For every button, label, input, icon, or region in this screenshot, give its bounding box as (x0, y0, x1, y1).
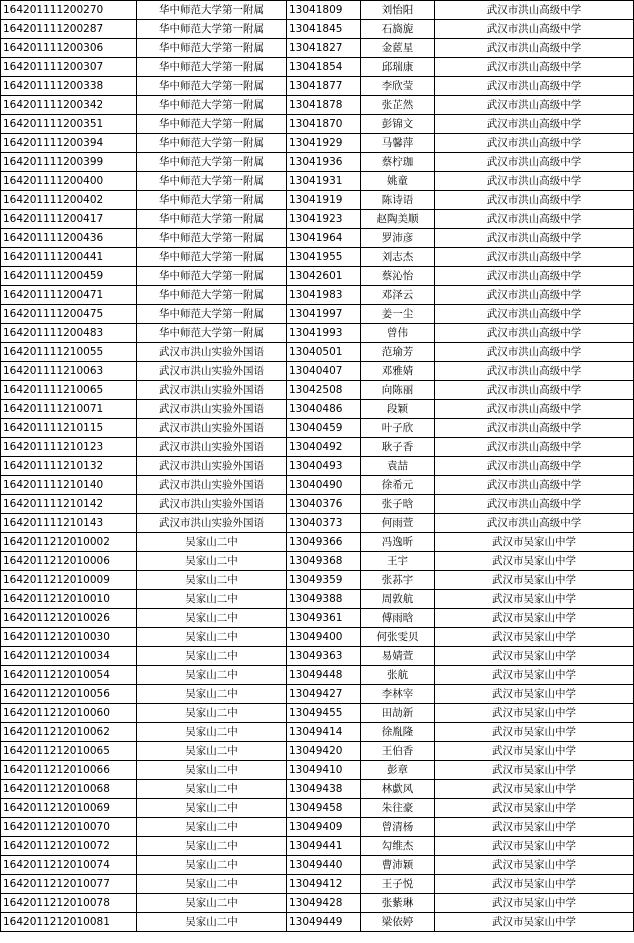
junior-school-cell: 华中师范大学第一附属 (137, 96, 287, 115)
admitted-school-cell: 武汉市吴家山中学 (435, 704, 634, 723)
student-name-cell: 梁依婷 (361, 913, 435, 932)
junior-school-cell: 华中师范大学第一附属 (137, 153, 287, 172)
exam-number-cell: 13049359 (287, 571, 361, 590)
junior-school-cell: 吴家山二中 (137, 533, 287, 552)
student-name-cell: 赵陶美顺 (361, 210, 435, 229)
junior-school-cell: 华中师范大学第一附属 (137, 248, 287, 267)
admitted-school-cell: 武汉市吴家山中学 (435, 837, 634, 856)
table-row (1, 894, 634, 913)
registration-id-cell: 164201111200270 (1, 1, 137, 20)
table-row (1, 723, 634, 742)
table-row (1, 305, 634, 324)
junior-school-cell: 华中师范大学第一附属 (137, 115, 287, 134)
registration-id-cell: 164201111200394 (1, 134, 137, 153)
junior-school-cell: 吴家山二中 (137, 856, 287, 875)
registration-id-cell: 1642011212010010 (1, 590, 137, 609)
student-name-cell: 马馨萍 (361, 134, 435, 153)
exam-number-cell: 13041955 (287, 248, 361, 267)
table-row (1, 229, 634, 248)
registration-id-cell: 164201111210071 (1, 400, 137, 419)
registration-id-cell: 1642011212010054 (1, 666, 137, 685)
junior-school-cell: 华中师范大学第一附属 (137, 286, 287, 305)
student-name-cell: 林歔风 (361, 780, 435, 799)
admitted-school-cell: 武汉市吴家山中学 (435, 571, 634, 590)
student-name-cell: 耿子香 (361, 438, 435, 457)
table-row (1, 210, 634, 229)
exam-number-cell: 13049412 (287, 875, 361, 894)
junior-school-cell: 吴家山二中 (137, 552, 287, 571)
junior-school-cell: 华中师范大学第一附属 (137, 324, 287, 343)
admitted-school-cell: 武汉市洪山高级中学 (435, 514, 634, 533)
junior-school-cell: 华中师范大学第一附属 (137, 191, 287, 210)
table-row (1, 685, 634, 704)
registration-id-cell: 1642011212010066 (1, 761, 137, 780)
admitted-school-cell: 武汉市洪山高级中学 (435, 419, 634, 438)
registration-id-cell: 164201111200287 (1, 20, 137, 39)
admitted-school-cell: 武汉市洪山高级中学 (435, 324, 634, 343)
table-row (1, 438, 634, 457)
student-name-cell: 李欣莹 (361, 77, 435, 96)
junior-school-cell: 吴家山二中 (137, 799, 287, 818)
junior-school-cell: 吴家山二中 (137, 837, 287, 856)
table-row (1, 628, 634, 647)
table-row (1, 875, 634, 894)
table-row (1, 761, 634, 780)
registration-id-cell: 164201111200441 (1, 248, 137, 267)
table-row (1, 362, 634, 381)
junior-school-cell: 华中师范大学第一附属 (137, 267, 287, 286)
registration-id-cell: 164201111200306 (1, 39, 137, 58)
exam-number-cell: 13041827 (287, 39, 361, 58)
admitted-school-cell: 武汉市吴家山中学 (435, 533, 634, 552)
junior-school-cell: 吴家山二中 (137, 875, 287, 894)
table-row (1, 400, 634, 419)
table-row (1, 647, 634, 666)
registration-id-cell: 1642011212010069 (1, 799, 137, 818)
junior-school-cell: 华中师范大学第一附属 (137, 305, 287, 324)
student-name-cell: 徐希元 (361, 476, 435, 495)
junior-school-cell: 吴家山二中 (137, 647, 287, 666)
registration-id-cell: 1642011212010077 (1, 875, 137, 894)
exam-number-cell: 13040376 (287, 495, 361, 514)
admitted-school-cell: 武汉市洪山高级中学 (435, 476, 634, 495)
admitted-school-cell: 武汉市吴家山中学 (435, 609, 634, 628)
registration-id-cell: 1642011212010068 (1, 780, 137, 799)
registration-id-cell: 164201111210123 (1, 438, 137, 457)
exam-number-cell: 13041877 (287, 77, 361, 96)
admitted-school-cell: 武汉市洪山高级中学 (435, 248, 634, 267)
student-name-cell: 李林宰 (361, 685, 435, 704)
student-name-cell: 王宇 (361, 552, 435, 571)
exam-number-cell: 13049455 (287, 704, 361, 723)
exam-number-cell: 13040493 (287, 457, 361, 476)
registration-id-cell: 164201111200351 (1, 115, 137, 134)
exam-number-cell: 13041845 (287, 20, 361, 39)
exam-number-cell: 13049458 (287, 799, 361, 818)
admitted-school-cell: 武汉市吴家山中学 (435, 780, 634, 799)
student-name-cell: 张芷然 (361, 96, 435, 115)
exam-number-cell: 13041931 (287, 172, 361, 191)
registration-id-cell: 164201111210132 (1, 457, 137, 476)
admitted-school-cell: 武汉市洪山高级中学 (435, 400, 634, 419)
student-name-cell: 刘志杰 (361, 248, 435, 267)
junior-school-cell: 武汉市洪山实验外国语 (137, 476, 287, 495)
junior-school-cell: 吴家山二中 (137, 704, 287, 723)
exam-number-cell: 13040373 (287, 514, 361, 533)
table-row (1, 818, 634, 837)
exam-number-cell: 13049414 (287, 723, 361, 742)
table-row (1, 248, 634, 267)
student-name-cell: 邓泽云 (361, 286, 435, 305)
admitted-school-cell: 武汉市吴家山中学 (435, 552, 634, 571)
table-row (1, 742, 634, 761)
registration-id-cell: 164201111210140 (1, 476, 137, 495)
table-row (1, 590, 634, 609)
table-row (1, 381, 634, 400)
student-name-cell: 张紫琳 (361, 894, 435, 913)
junior-school-cell: 武汉市洪山实验外国语 (137, 514, 287, 533)
admitted-school-cell: 武汉市洪山高级中学 (435, 381, 634, 400)
exam-number-cell: 13049428 (287, 894, 361, 913)
student-name-cell: 徐胤隆 (361, 723, 435, 742)
student-name-cell: 金茝星 (361, 39, 435, 58)
exam-number-cell: 13049361 (287, 609, 361, 628)
junior-school-cell: 武汉市洪山实验外国语 (137, 381, 287, 400)
junior-school-cell: 吴家山二中 (137, 685, 287, 704)
registration-id-cell: 1642011212010062 (1, 723, 137, 742)
exam-number-cell: 13049441 (287, 837, 361, 856)
admitted-school-cell: 武汉市洪山高级中学 (435, 153, 634, 172)
exam-number-cell: 13042508 (287, 381, 361, 400)
admitted-school-cell: 武汉市吴家山中学 (435, 875, 634, 894)
registration-id-cell: 164201111200471 (1, 286, 137, 305)
admitted-school-cell: 武汉市吴家山中学 (435, 723, 634, 742)
student-name-cell: 何张雯贝 (361, 628, 435, 647)
registration-id-cell: 164201111210063 (1, 362, 137, 381)
junior-school-cell: 吴家山二中 (137, 894, 287, 913)
exam-number-cell: 13040486 (287, 400, 361, 419)
table-row (1, 1, 634, 20)
admitted-school-cell: 武汉市洪山高级中学 (435, 362, 634, 381)
junior-school-cell: 华中师范大学第一附属 (137, 210, 287, 229)
junior-school-cell: 武汉市洪山实验外国语 (137, 362, 287, 381)
exam-number-cell: 13041993 (287, 324, 361, 343)
registration-id-cell: 164201111200399 (1, 153, 137, 172)
registration-id-cell: 1642011212010006 (1, 552, 137, 571)
admitted-school-cell: 武汉市洪山高级中学 (435, 134, 634, 153)
admitted-school-cell: 武汉市吴家山中学 (435, 856, 634, 875)
registration-id-cell: 164201111210115 (1, 419, 137, 438)
table-row (1, 419, 634, 438)
junior-school-cell: 武汉市洪山实验外国语 (137, 419, 287, 438)
table-row (1, 191, 634, 210)
junior-school-cell: 吴家山二中 (137, 818, 287, 837)
exam-number-cell: 13041936 (287, 153, 361, 172)
table-row (1, 780, 634, 799)
junior-school-cell: 华中师范大学第一附属 (137, 134, 287, 153)
student-name-cell: 袁喆 (361, 457, 435, 476)
table-row (1, 799, 634, 818)
registration-id-cell: 1642011212010002 (1, 533, 137, 552)
registration-id-cell: 1642011212010030 (1, 628, 137, 647)
table-row (1, 20, 634, 39)
admitted-school-cell: 武汉市洪山高级中学 (435, 305, 634, 324)
student-name-cell: 朱往豪 (361, 799, 435, 818)
table-row (1, 514, 634, 533)
table-row (1, 913, 634, 932)
junior-school-cell: 吴家山二中 (137, 723, 287, 742)
registration-id-cell: 1642011212010060 (1, 704, 137, 723)
exam-number-cell: 13049448 (287, 666, 361, 685)
registration-id-cell: 164201111210055 (1, 343, 137, 362)
admitted-school-cell: 武汉市洪山高级中学 (435, 210, 634, 229)
table-row (1, 77, 634, 96)
student-name-cell: 罗沛彦 (361, 229, 435, 248)
student-name-cell: 石旖旎 (361, 20, 435, 39)
registration-id-cell: 164201111200307 (1, 58, 137, 77)
student-name-cell: 刘怡阳 (361, 1, 435, 20)
table-row (1, 267, 634, 286)
junior-school-cell: 吴家山二中 (137, 913, 287, 932)
exam-number-cell: 13049388 (287, 590, 361, 609)
student-name-cell: 曾清杨 (361, 818, 435, 837)
exam-number-cell: 13049427 (287, 685, 361, 704)
table-row (1, 58, 634, 77)
admitted-school-cell: 武汉市洪山高级中学 (435, 39, 634, 58)
student-name-cell: 陈诗语 (361, 191, 435, 210)
admitted-school-cell: 武汉市洪山高级中学 (435, 115, 634, 134)
admitted-school-cell: 武汉市吴家山中学 (435, 590, 634, 609)
exam-number-cell: 13049420 (287, 742, 361, 761)
admitted-school-cell: 武汉市洪山高级中学 (435, 495, 634, 514)
exam-number-cell: 13041878 (287, 96, 361, 115)
junior-school-cell: 华中师范大学第一附属 (137, 77, 287, 96)
exam-number-cell: 13041983 (287, 286, 361, 305)
registration-id-cell: 164201111200483 (1, 324, 137, 343)
table-row (1, 571, 634, 590)
admitted-school-cell: 武汉市吴家山中学 (435, 628, 634, 647)
student-name-cell: 张子晗 (361, 495, 435, 514)
registration-id-cell: 1642011212010009 (1, 571, 137, 590)
exam-number-cell: 13049363 (287, 647, 361, 666)
registration-id-cell: 164201111200417 (1, 210, 137, 229)
table-row (1, 666, 634, 685)
exam-number-cell: 13049409 (287, 818, 361, 837)
student-name-cell: 周敦航 (361, 590, 435, 609)
registration-id-cell: 164201111200402 (1, 191, 137, 210)
admitted-school-cell: 武汉市吴家山中学 (435, 761, 634, 780)
table-row (1, 286, 634, 305)
student-name-cell: 范瑜芳 (361, 343, 435, 362)
table-row (1, 39, 634, 58)
junior-school-cell: 吴家山二中 (137, 571, 287, 590)
student-name-cell: 王子悦 (361, 875, 435, 894)
exam-number-cell: 13041997 (287, 305, 361, 324)
junior-school-cell: 华中师范大学第一附属 (137, 172, 287, 191)
table-row (1, 533, 634, 552)
admitted-school-cell: 武汉市洪山高级中学 (435, 191, 634, 210)
student-name-cell: 蔡沁怡 (361, 267, 435, 286)
admitted-school-cell: 武汉市吴家山中学 (435, 685, 634, 704)
registration-id-cell: 1642011212010072 (1, 837, 137, 856)
registration-id-cell: 164201111210065 (1, 381, 137, 400)
admitted-school-cell: 武汉市洪山高级中学 (435, 286, 634, 305)
student-name-cell: 曾伟 (361, 324, 435, 343)
table-row (1, 552, 634, 571)
admitted-school-cell: 武汉市吴家山中学 (435, 647, 634, 666)
registration-id-cell: 1642011212010034 (1, 647, 137, 666)
registration-id-cell: 1642011212010074 (1, 856, 137, 875)
registration-id-cell: 164201111210143 (1, 514, 137, 533)
registration-id-cell: 164201111200338 (1, 77, 137, 96)
student-name-cell: 姜一尘 (361, 305, 435, 324)
table-row (1, 134, 634, 153)
exam-number-cell: 13041964 (287, 229, 361, 248)
admitted-school-cell: 武汉市吴家山中学 (435, 913, 634, 932)
admitted-school-cell: 武汉市吴家山中学 (435, 742, 634, 761)
registration-id-cell: 164201111200436 (1, 229, 137, 248)
junior-school-cell: 武汉市洪山实验外国语 (137, 400, 287, 419)
registration-id-cell: 1642011212010081 (1, 913, 137, 932)
admitted-school-cell: 武汉市洪山高级中学 (435, 457, 634, 476)
admitted-school-cell: 武汉市洪山高级中学 (435, 438, 634, 457)
student-name-cell: 王伯香 (361, 742, 435, 761)
table-row (1, 457, 634, 476)
admitted-school-cell: 武汉市吴家山中学 (435, 666, 634, 685)
table-row (1, 115, 634, 134)
junior-school-cell: 吴家山二中 (137, 609, 287, 628)
junior-school-cell: 华中师范大学第一附属 (137, 39, 287, 58)
student-name-cell: 易婧萱 (361, 647, 435, 666)
exam-number-cell: 13040459 (287, 419, 361, 438)
student-name-cell: 彭锦文 (361, 115, 435, 134)
exam-number-cell: 13041923 (287, 210, 361, 229)
registration-id-cell: 1642011212010026 (1, 609, 137, 628)
student-name-cell: 姚童 (361, 172, 435, 191)
junior-school-cell: 华中师范大学第一附属 (137, 58, 287, 77)
admitted-school-cell: 武汉市吴家山中学 (435, 894, 634, 913)
registration-id-cell: 164201111210142 (1, 495, 137, 514)
admitted-school-cell: 武汉市洪山高级中学 (435, 96, 634, 115)
exam-number-cell: 13049400 (287, 628, 361, 647)
exam-number-cell: 13042601 (287, 267, 361, 286)
junior-school-cell: 华中师范大学第一附属 (137, 1, 287, 20)
admitted-school-cell: 武汉市洪山高级中学 (435, 172, 634, 191)
table-row (1, 609, 634, 628)
junior-school-cell: 吴家山二中 (137, 666, 287, 685)
junior-school-cell: 吴家山二中 (137, 628, 287, 647)
exam-number-cell: 13041809 (287, 1, 361, 20)
junior-school-cell: 华中师范大学第一附属 (137, 20, 287, 39)
junior-school-cell: 武汉市洪山实验外国语 (137, 343, 287, 362)
exam-number-cell: 13041919 (287, 191, 361, 210)
student-name-cell: 曹沛颖 (361, 856, 435, 875)
admitted-school-cell: 武汉市洪山高级中学 (435, 1, 634, 20)
student-name-cell: 田劼新 (361, 704, 435, 723)
exam-number-cell: 13041870 (287, 115, 361, 134)
student-name-cell: 邓雅婧 (361, 362, 435, 381)
student-name-cell: 傅雨晗 (361, 609, 435, 628)
admitted-school-cell: 武汉市洪山高级中学 (435, 20, 634, 39)
student-name-cell: 向陈丽 (361, 381, 435, 400)
junior-school-cell: 武汉市洪山实验外国语 (137, 457, 287, 476)
exam-number-cell: 13040407 (287, 362, 361, 381)
table-row (1, 343, 634, 362)
junior-school-cell: 吴家山二中 (137, 742, 287, 761)
student-name-cell: 段颖 (361, 400, 435, 419)
student-name-cell: 蔡柠珈 (361, 153, 435, 172)
registration-id-cell: 1642011212010056 (1, 685, 137, 704)
registration-id-cell: 164201111200342 (1, 96, 137, 115)
junior-school-cell: 武汉市洪山实验外国语 (137, 438, 287, 457)
table-row (1, 324, 634, 343)
table-row (1, 172, 634, 191)
student-name-cell: 张航 (361, 666, 435, 685)
exam-number-cell: 13040492 (287, 438, 361, 457)
registration-id-cell: 1642011212010078 (1, 894, 137, 913)
roster-body (1, 1, 634, 932)
registration-id-cell: 164201111200459 (1, 267, 137, 286)
exam-number-cell: 13049366 (287, 533, 361, 552)
exam-number-cell: 13041854 (287, 58, 361, 77)
junior-school-cell: 吴家山二中 (137, 780, 287, 799)
exam-number-cell: 13049440 (287, 856, 361, 875)
registration-id-cell: 164201111200475 (1, 305, 137, 324)
student-name-cell: 彭章 (361, 761, 435, 780)
student-name-cell: 张荪宇 (361, 571, 435, 590)
student-name-cell: 邱瑞康 (361, 58, 435, 77)
admitted-school-cell: 武汉市洪山高级中学 (435, 58, 634, 77)
junior-school-cell: 吴家山二中 (137, 590, 287, 609)
admitted-school-cell: 武汉市洪山高级中学 (435, 77, 634, 96)
table-row (1, 856, 634, 875)
registration-id-cell: 1642011212010065 (1, 742, 137, 761)
table-row (1, 153, 634, 172)
student-name-cell: 勾维杰 (361, 837, 435, 856)
exam-number-cell: 13040490 (287, 476, 361, 495)
table-row (1, 476, 634, 495)
student-name-cell: 何雨萱 (361, 514, 435, 533)
table-row (1, 495, 634, 514)
table-row (1, 704, 634, 723)
registration-id-cell: 164201111200400 (1, 172, 137, 191)
admitted-school-cell: 武汉市吴家山中学 (435, 799, 634, 818)
admitted-school-cell: 武汉市洪山高级中学 (435, 343, 634, 362)
exam-number-cell: 13049438 (287, 780, 361, 799)
exam-number-cell: 13049410 (287, 761, 361, 780)
table-row (1, 96, 634, 115)
junior-school-cell: 武汉市洪山实验外国语 (137, 495, 287, 514)
junior-school-cell: 华中师范大学第一附属 (137, 229, 287, 248)
registration-id-cell: 1642011212010070 (1, 818, 137, 837)
admitted-school-cell: 武汉市洪山高级中学 (435, 229, 634, 248)
student-name-cell: 冯逸昕 (361, 533, 435, 552)
exam-number-cell: 13049368 (287, 552, 361, 571)
student-name-cell: 叶子欣 (361, 419, 435, 438)
table-row (1, 837, 634, 856)
junior-school-cell: 吴家山二中 (137, 761, 287, 780)
admitted-school-cell: 武汉市吴家山中学 (435, 818, 634, 837)
exam-number-cell: 13040501 (287, 343, 361, 362)
exam-number-cell: 13041929 (287, 134, 361, 153)
exam-number-cell: 13049449 (287, 913, 361, 932)
admitted-school-cell: 武汉市洪山高级中学 (435, 267, 634, 286)
